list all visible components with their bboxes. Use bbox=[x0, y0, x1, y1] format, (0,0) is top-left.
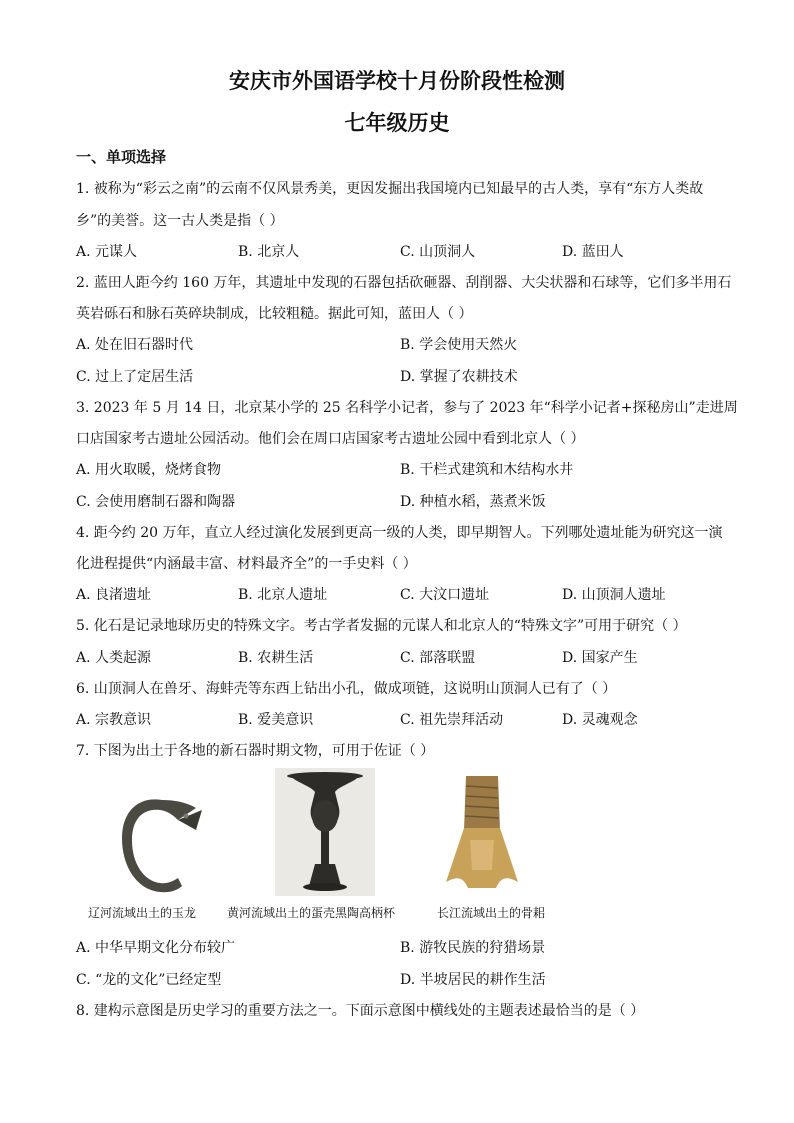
q8-stem-line1: 8. 建构示意图是历史学习的重要方法之一。下面示意图中横线处的主题表述最恰当的是（ ） bbox=[76, 1003, 645, 1019]
q3-option-d[interactable]: D. 种植水稻，蒸煮米饭 bbox=[400, 494, 546, 510]
q7-option-b[interactable]: B. 游牧民族的狩猎场景 bbox=[400, 940, 546, 956]
q1-stem-line2: 乡”的美誉。这一古人类是指（ ） bbox=[76, 213, 284, 229]
bone-spade-image bbox=[440, 770, 524, 898]
q3-option-b[interactable]: B. 干栏式建筑和木结构水井 bbox=[400, 462, 574, 478]
exam-subtitle: 七年级历史 bbox=[344, 110, 450, 135]
q3-stem-line1: 3. 2023 年 5 月 14 日，北京某小学的 25 名科学小记者，参与了 2023 年“科学小记者+探秘房山”走进周 bbox=[76, 400, 738, 416]
black-pottery-cup-image bbox=[275, 768, 375, 896]
q7-option-d[interactable]: D. 半坡居民的耕作生活 bbox=[400, 972, 546, 988]
q4-option-d[interactable]: D. 山顶洞人遗址 bbox=[562, 587, 666, 603]
figure-caption-1: 辽河流域出土的玉龙 bbox=[88, 906, 197, 920]
figure-caption-2: 黄河流域出土的蛋壳黑陶高柄杯 bbox=[227, 906, 396, 920]
q5-option-c[interactable]: C. 部落联盟 bbox=[400, 650, 476, 666]
q3-option-a[interactable]: A. 用火取暖，烧烤食物 bbox=[76, 462, 222, 478]
q1-option-b[interactable]: B. 北京人 bbox=[238, 244, 300, 260]
q4-option-a[interactable]: A. 良渚遗址 bbox=[76, 587, 152, 603]
q1-option-c[interactable]: C. 山顶洞人 bbox=[400, 244, 476, 260]
exam-title: 安庆市外国语学校十月份阶段性检测 bbox=[229, 68, 565, 93]
q1-stem-line1: 1. 被称为“彩云之南”的云南不仅风景秀美，更因发掘出我国境内已知最早的古人类，享有“东方人类故 bbox=[76, 181, 704, 197]
q5-option-b[interactable]: B. 农耕生活 bbox=[238, 650, 314, 666]
q6-option-a[interactable]: A. 宗教意识 bbox=[76, 712, 152, 728]
q6-stem-line1: 6. 山顶洞人在兽牙、海蚌壳等东西上钻出小孔，做成项链，这说明山顶洞人已有了（ ） bbox=[76, 681, 617, 697]
q6-option-c[interactable]: C. 祖先崇拜活动 bbox=[400, 712, 504, 728]
q2-stem-line1: 2. 蓝田人距今约 160 万年，其遗址中发现的石器包括砍砸器、刮削器、大尖状器和石球等，它们多半用石 bbox=[76, 275, 732, 291]
q4-option-c[interactable]: C. 大汶口遗址 bbox=[400, 587, 490, 603]
q1-option-a[interactable]: A. 元谋人 bbox=[76, 244, 138, 260]
q2-option-d[interactable]: D. 掌握了农耕技术 bbox=[400, 369, 518, 385]
q5-option-a[interactable]: A. 人类起源 bbox=[76, 650, 152, 666]
q3-option-c[interactable]: C. 会使用磨制石器和陶器 bbox=[76, 494, 236, 510]
figure-caption-3: 长江流域出土的骨耜 bbox=[437, 906, 546, 920]
q3-stem-line2: 口店国家考古遗址公园活动。他们会在周口店国家考古遗址公园中看到北京人（ ） bbox=[76, 431, 585, 447]
section-heading: 一、单项选择 bbox=[76, 148, 167, 166]
q2-option-c[interactable]: C. 过上了定居生活 bbox=[76, 369, 194, 385]
q5-option-d[interactable]: D. 国家产生 bbox=[562, 650, 638, 666]
q2-option-b[interactable]: B. 学会使用天然火 bbox=[400, 337, 518, 353]
q5-stem-line1: 5. 化石是记录地球历史的特殊文字。考古学者发掘的元谋人和北京人的“特殊文字”可用于研究（ ） bbox=[76, 618, 687, 634]
q7-option-c[interactable]: C. “龙的文化”已经定型 bbox=[76, 972, 222, 988]
q2-option-a[interactable]: A. 处在旧石器时代 bbox=[76, 337, 194, 353]
q7-stem-line1: 7. 下图为出土于各地的新石器时期文物，可用于佐证（ ） bbox=[76, 743, 435, 759]
q4-stem-line2: 化进程提供“内涵最丰富、材料最齐全”的一手史料（ ） bbox=[76, 556, 417, 572]
q4-option-b[interactable]: B. 北京人遗址 bbox=[238, 587, 328, 603]
q6-option-d[interactable]: D. 灵魂观念 bbox=[562, 712, 638, 728]
q1-option-d[interactable]: D. 蓝田人 bbox=[562, 244, 624, 260]
q6-option-b[interactable]: B. 爱美意识 bbox=[238, 712, 314, 728]
q7-option-a[interactable]: A. 中华早期文化分布较广 bbox=[76, 940, 236, 956]
jade-dragon-image bbox=[100, 790, 212, 900]
q4-stem-line1: 4. 距今约 20 万年，直立人经过演化发展到更高一级的人类，即早期智人。下列哪处遗址能为研究这一演 bbox=[76, 525, 723, 541]
q2-stem-line2: 英岩砾石和脉石英碎块制成，比较粗糙。据此可知，蓝田人（ ） bbox=[76, 306, 473, 322]
